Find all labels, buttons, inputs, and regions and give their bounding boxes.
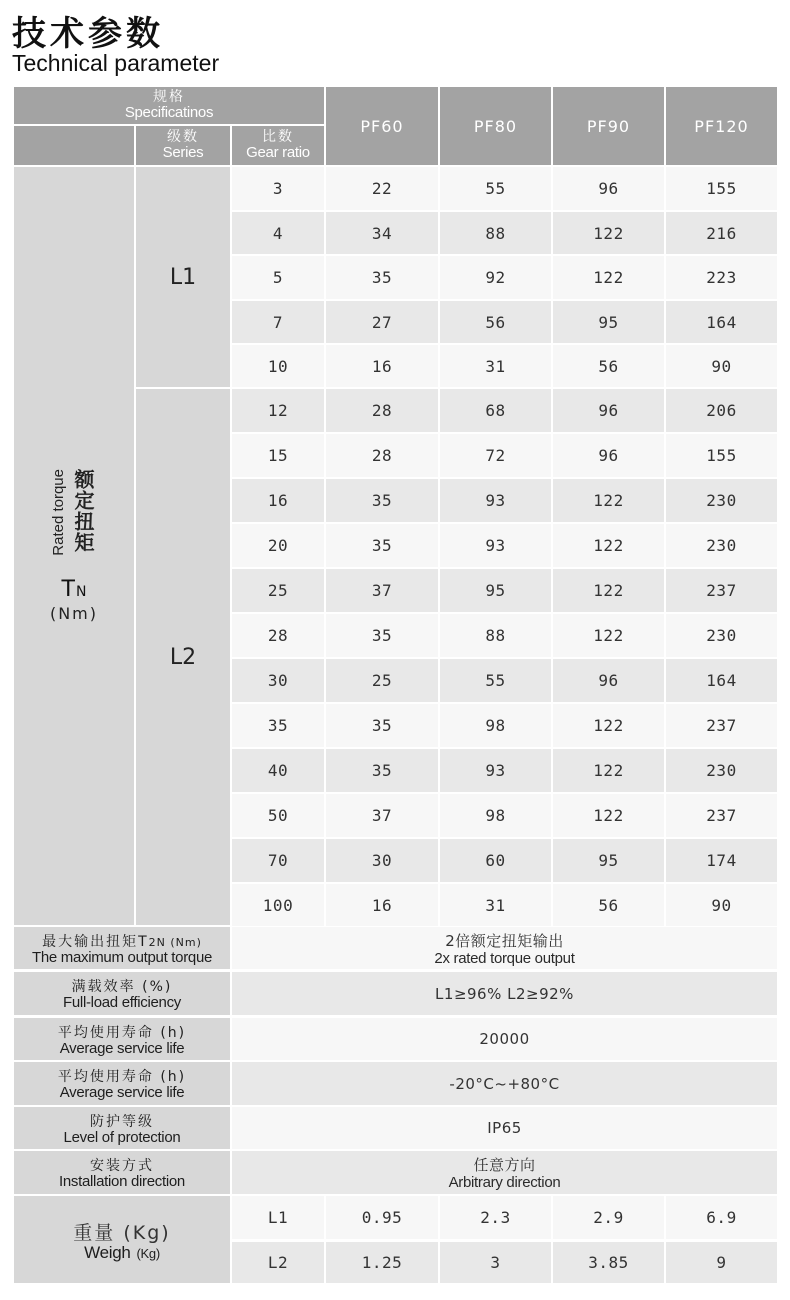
weight-series: L2	[267, 1253, 289, 1272]
torque-cell	[440, 167, 551, 210]
torque-value: 122	[593, 268, 624, 287]
torque-cell	[326, 301, 438, 343]
torque-cell	[440, 659, 551, 702]
spec-value: 20000	[479, 1030, 530, 1048]
torque-cell	[553, 614, 664, 657]
torque-cell	[666, 569, 777, 612]
torque-value: 122	[593, 626, 624, 645]
torque-cell	[553, 659, 664, 702]
torque-cell	[666, 884, 777, 926]
ratio-cell	[232, 434, 324, 477]
torque-symbol	[62, 577, 87, 602]
torque-cell	[666, 434, 777, 477]
weight-value: 6.9	[706, 1208, 737, 1227]
ratio-value: 25	[267, 581, 289, 600]
ratio-value: 12	[267, 401, 289, 420]
ratio-value: 30	[267, 671, 289, 690]
torque-cell	[326, 256, 438, 299]
torque-value: 216	[706, 223, 737, 243]
spec-label-cn: 满载效率 (%)	[71, 979, 173, 995]
torque-value: 230	[706, 761, 737, 780]
spec-label-en: Average service life	[59, 1039, 185, 1057]
torque-cell	[440, 884, 551, 926]
weight-value: 9	[716, 1253, 727, 1272]
spec-label-cell	[14, 1062, 230, 1105]
ratio-value: 10	[267, 356, 289, 376]
spec-label-sub: 2N (Nm)	[148, 935, 202, 949]
spec-label-cn: 平均使用寿命 (h)	[57, 1069, 187, 1085]
spec-value: 任意方向	[473, 1156, 536, 1174]
torque-cell	[553, 704, 664, 747]
spec-value-en: 2x rated torque output	[434, 949, 575, 967]
ratio-value: 7	[272, 312, 284, 332]
weight-cell	[666, 1242, 777, 1283]
torque-value: 60	[485, 851, 506, 870]
torque-cell	[326, 704, 438, 747]
spec-label-cell	[14, 1107, 230, 1149]
ratio-cell	[232, 479, 324, 522]
torque-value: 155	[706, 179, 737, 198]
ratio-cell	[232, 389, 324, 432]
ratio-cell	[232, 301, 324, 343]
ratio-value: 15	[267, 446, 289, 465]
spec-header	[14, 87, 324, 124]
torque-cell	[440, 569, 551, 612]
spec-label-cn-row	[42, 931, 202, 950]
weight-cell	[440, 1242, 551, 1283]
torque-cell	[440, 256, 551, 299]
torque-cell	[440, 389, 551, 432]
ratio-header-en: Gear ratio	[246, 144, 310, 161]
torque-value: 35	[371, 716, 393, 735]
torque-cell	[440, 839, 551, 882]
rated-torque-en: Rated torque	[50, 468, 67, 556]
spec-label-cn: 最大输出扭矩T	[42, 933, 149, 950]
torque-value: 93	[485, 761, 506, 780]
torque-cell	[553, 884, 664, 926]
weight-value: 3.85	[588, 1253, 629, 1272]
torque-value: 98	[485, 806, 506, 825]
torque-cell	[666, 301, 777, 343]
torque-cell	[326, 434, 438, 477]
ratio-value: 20	[267, 536, 289, 555]
torque-cell	[553, 839, 664, 882]
weight-label-en-row	[84, 1242, 160, 1262]
series-header	[136, 126, 230, 165]
torque-cell	[326, 839, 438, 882]
torque-cell	[440, 749, 551, 792]
torque-value: 72	[485, 446, 506, 465]
torque-cell	[666, 212, 777, 254]
weight-label	[14, 1196, 230, 1283]
torque-value: 122	[593, 806, 624, 825]
spec-value: L1≥96% L2≥92%	[435, 984, 574, 1003]
torque-cell	[553, 256, 664, 299]
torque-cell	[440, 212, 551, 254]
spec-label-cn: 防护等级	[90, 1113, 154, 1130]
ratio-cell	[232, 345, 324, 387]
ratio-cell	[232, 569, 324, 612]
ratio-header-cn: 比数	[262, 129, 294, 145]
spec-header-en: Specificatinos	[124, 104, 214, 121]
torque-value: 16	[371, 895, 393, 915]
ratio-cell	[232, 212, 324, 254]
ratio-cell	[232, 704, 324, 747]
model-header-pf120	[666, 87, 777, 165]
torque-cell	[326, 614, 438, 657]
spec-header-cn: 规格	[153, 89, 185, 105]
torque-cell	[326, 569, 438, 612]
torque-value: 90	[711, 895, 732, 915]
spec-label-cn-row	[72, 976, 173, 995]
torque-unit: (Nm)	[49, 604, 99, 624]
torque-cell	[440, 345, 551, 387]
rated-torque-vertical	[50, 469, 98, 556]
torque-value: 30	[371, 851, 393, 870]
torque-cell	[666, 659, 777, 702]
torque-value: 55	[485, 179, 506, 198]
torque-cell	[666, 614, 777, 657]
spec-label-en: The maximum output torque	[31, 948, 213, 966]
spec-value-cell	[232, 1151, 777, 1194]
ratio-value: 100	[262, 895, 294, 915]
torque-value: 34	[371, 223, 393, 243]
torque-cell	[553, 479, 664, 522]
spec-label-cn-row	[90, 1155, 154, 1174]
model-header-pf80	[440, 87, 551, 165]
torque-cell	[553, 794, 664, 837]
torque-value: 37	[371, 581, 393, 600]
ratio-value: 16	[267, 491, 289, 510]
weight-cell	[666, 1196, 777, 1239]
series-header-en: Series	[162, 144, 204, 161]
torque-symbol-sub: N	[75, 584, 87, 601]
torque-value: 122	[593, 491, 624, 510]
torque-value: 96	[598, 446, 619, 465]
weight-cell	[553, 1196, 664, 1239]
torque-value: 122	[593, 761, 624, 780]
spec-value: IP65	[487, 1119, 522, 1137]
weight-cell	[553, 1242, 664, 1283]
spec-label-cn: 平均使用寿命 (h)	[57, 1024, 187, 1041]
rated-torque-label	[14, 167, 134, 925]
model-label: PF80	[473, 116, 518, 136]
ratio-cell	[232, 659, 324, 702]
torque-value: 56	[598, 895, 619, 915]
torque-value: 27	[371, 312, 393, 332]
spec-label-cell	[14, 972, 230, 1015]
ratio-cell	[232, 256, 324, 299]
weight-label-en: Weigh	[84, 1242, 131, 1262]
torque-value: 230	[706, 491, 737, 510]
torque-value: 95	[598, 312, 619, 332]
torque-cell	[666, 479, 777, 522]
torque-value: 35	[371, 626, 393, 645]
torque-cell	[440, 524, 551, 567]
weight-value: 2.9	[593, 1208, 624, 1227]
torque-value: 98	[485, 716, 506, 735]
series-l2-label: L2	[169, 644, 197, 670]
weight-cell	[326, 1242, 438, 1283]
spec-label-en: Average service life	[59, 1084, 185, 1101]
series-l1-label: L1	[169, 264, 197, 290]
spec-label-cn: 安装方式	[90, 1158, 154, 1174]
ratio-cell	[232, 839, 324, 882]
spec-value-cell	[232, 927, 777, 969]
torque-cell	[553, 569, 664, 612]
torque-cell	[326, 389, 438, 432]
torque-cell	[553, 212, 664, 254]
torque-value: 68	[485, 401, 506, 420]
torque-cell	[326, 479, 438, 522]
torque-cell	[326, 212, 438, 254]
torque-value: 237	[706, 581, 737, 600]
series-l2	[136, 389, 230, 925]
ratio-cell	[232, 524, 324, 567]
model-label: PF120	[694, 116, 749, 136]
weight-value: 0.95	[361, 1208, 403, 1227]
torque-cell	[666, 749, 777, 792]
spec-value-cell	[232, 972, 777, 1015]
torque-value: 16	[371, 356, 393, 376]
torque-cell	[326, 794, 438, 837]
torque-cell	[440, 614, 551, 657]
spec-value: 2倍额定扭矩输出	[445, 931, 564, 950]
torque-value: 35	[371, 268, 393, 287]
torque-value: 96	[598, 401, 619, 420]
torque-value: 28	[371, 401, 393, 420]
weight-value: 1.25	[361, 1253, 403, 1272]
ratio-cell	[232, 794, 324, 837]
torque-cell	[326, 749, 438, 792]
rated-torque-cn: 额定扭矩	[71, 468, 95, 553]
weight-label-cn: 重量 (Kg)	[73, 1221, 171, 1244]
model-header-pf60	[326, 87, 438, 165]
torque-cell	[666, 389, 777, 432]
model-header-pf90	[553, 87, 664, 165]
torque-value: 35	[371, 491, 393, 510]
torque-value: 25	[371, 671, 393, 690]
torque-value: 35	[371, 536, 393, 555]
weight-value: 2.3	[480, 1208, 511, 1227]
spec-value-en: Arbitrary direction	[448, 1174, 561, 1191]
torque-cell	[440, 434, 551, 477]
torque-value: 237	[706, 716, 737, 735]
ratio-value: 3	[272, 179, 284, 198]
torque-cell	[326, 659, 438, 702]
torque-cell	[666, 167, 777, 210]
torque-cell	[326, 884, 438, 926]
ratio-cell	[232, 749, 324, 792]
weight-series-cell	[232, 1196, 324, 1239]
torque-value: 96	[598, 179, 619, 198]
torque-value: 230	[706, 536, 737, 555]
torque-cell	[666, 704, 777, 747]
spec-label-cell	[14, 1151, 230, 1194]
page-title-cn: 技术参数	[12, 14, 164, 54]
spec-label-cn-row	[58, 1022, 186, 1041]
torque-value: 122	[593, 536, 624, 555]
torque-value: 96	[598, 671, 619, 690]
torque-value: 56	[485, 312, 506, 332]
ratio-cell	[232, 884, 324, 926]
torque-cell	[666, 256, 777, 299]
torque-cell	[440, 794, 551, 837]
torque-symbol-main: T	[61, 577, 75, 603]
torque-cell	[666, 524, 777, 567]
torque-value: 93	[485, 536, 506, 555]
series-l1	[136, 167, 230, 387]
weight-cell	[326, 1196, 438, 1239]
torque-value: 92	[485, 268, 506, 287]
torque-value: 95	[598, 851, 619, 870]
spec-value-cell	[232, 1062, 777, 1105]
torque-value: 237	[706, 806, 737, 825]
torque-cell	[440, 704, 551, 747]
torque-value: 55	[485, 671, 506, 690]
series-header-cn: 级数	[167, 129, 199, 145]
torque-cell	[326, 524, 438, 567]
ratio-value: 70	[267, 851, 289, 870]
torque-cell	[440, 301, 551, 343]
spec-label-cell	[14, 927, 230, 969]
torque-value: 122	[593, 716, 624, 735]
ratio-value: 40	[267, 761, 289, 780]
torque-cell	[553, 524, 664, 567]
weight-label-unit: (Kg)	[136, 1245, 160, 1261]
ratio-value: 35	[267, 716, 289, 735]
torque-cell	[553, 167, 664, 210]
torque-cell	[326, 345, 438, 387]
weight-value: 3	[490, 1253, 501, 1272]
ratio-value: 5	[272, 268, 284, 287]
ratio-value: 50	[267, 806, 289, 825]
torque-value: 22	[371, 179, 393, 198]
torque-cell	[666, 794, 777, 837]
torque-value: 164	[706, 671, 737, 690]
torque-cell	[553, 434, 664, 477]
spec-label-cn-row	[90, 1111, 154, 1130]
ratio-cell	[232, 614, 324, 657]
torque-value: 164	[706, 312, 737, 332]
ratio-value: 4	[272, 223, 284, 243]
spec-label-en: Full-load efficiency	[63, 994, 181, 1011]
spec-label-cell	[14, 1018, 230, 1060]
spec-value-cell	[232, 1107, 777, 1149]
torque-cell	[326, 167, 438, 210]
torque-value: 93	[485, 491, 506, 510]
model-label: PF90	[586, 116, 631, 136]
torque-value: 35	[371, 761, 393, 780]
torque-value: 223	[706, 268, 737, 287]
torque-cell	[553, 301, 664, 343]
model-label: PF60	[360, 116, 404, 136]
torque-value: 230	[706, 626, 737, 645]
torque-value: 56	[598, 356, 619, 376]
torque-value: 28	[371, 446, 393, 465]
weight-cell	[440, 1196, 551, 1239]
torque-cell	[553, 749, 664, 792]
torque-value: 122	[593, 223, 624, 243]
torque-cell	[440, 479, 551, 522]
spec-label-cn-row	[58, 1066, 186, 1085]
torque-value: 206	[706, 401, 737, 420]
torque-cell	[666, 839, 777, 882]
ratio-cell	[232, 167, 324, 210]
page-title-en: Technical parameter	[12, 50, 220, 76]
ratio-header	[232, 126, 324, 165]
torque-cell	[666, 345, 777, 387]
torque-cell	[553, 345, 664, 387]
torque-value: 122	[593, 581, 624, 600]
spec-value: -20°C~+80°C	[449, 1074, 560, 1093]
ratio-value: 28	[267, 626, 289, 645]
torque-value: 88	[485, 626, 506, 645]
weight-series-cell	[232, 1242, 324, 1283]
torque-value: 31	[485, 895, 506, 915]
spec-label-en: Level of protection	[63, 1128, 181, 1146]
spec-label-en: Installation direction	[59, 1173, 185, 1190]
blank-header	[14, 126, 134, 165]
torque-value: 37	[371, 806, 393, 825]
torque-value: 155	[706, 446, 737, 465]
spec-value-cell	[232, 1018, 777, 1060]
torque-cell	[553, 389, 664, 432]
torque-value: 95	[485, 581, 506, 600]
torque-value: 88	[485, 223, 506, 243]
torque-value: 31	[485, 356, 506, 376]
weight-series: L1	[267, 1208, 289, 1227]
torque-value: 174	[706, 851, 737, 870]
torque-value: 90	[711, 356, 732, 376]
